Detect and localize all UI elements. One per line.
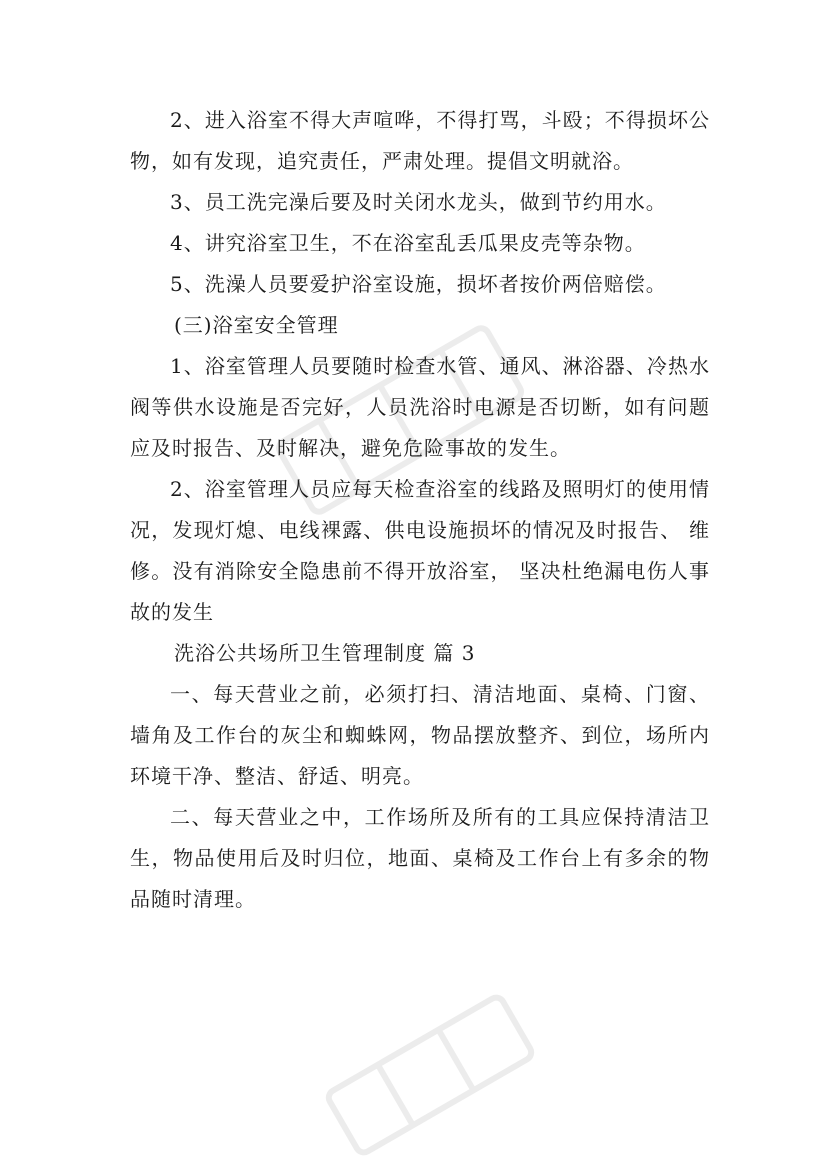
paragraph-safety-1: 1、浴室管理人员要随时检查水管、通风、淋浴器、冷热水阀等供水设施是否完好，人员洗浴时电源是否切断，如有问题应及时报告、及时解决，避免危险事故的发生。 (130, 354, 710, 460)
subheading-safety-management: (三)浴室安全管理 (174, 313, 339, 337)
paragraph-rule-5: 5、洗澡人员要爱护浴室设施，损坏者按价两倍赔偿。 (170, 272, 667, 296)
paragraph-rule-2: 2、进入浴室不得大声喧哗，不得打骂，斗殴；不得损坏公物，如有发现，追究责任，严肃处理。提倡文明就浴。 (130, 108, 710, 173)
document-body (130, 100, 710, 920)
paragraph-rule-4: 4、讲究浴室卫生，不在浴室乱丢瓜果皮壳等杂物。 (170, 231, 646, 255)
section-title: 洗浴公共场所卫生管理制度 篇 3 (174, 641, 476, 665)
paragraph-item-1: 一、每天营业之前，必须打扫、清洁地面、桌椅、门窗、墙角及工作台的灰尘和蜘蛛网，物品摆放整齐、到位，场所内环境干净、整洁、舒适、明亮。 (130, 682, 710, 788)
paragraph-safety-2: 2、浴室管理人员应每天检查浴室的线路及照明灯的使用情况，发现灯熄、电线裸露、供电设施损坏的情况及时报告、 维修。没有消除安全隐患前不得开放浴室， 坚决杜绝漏电伤人事故的发生 (130, 477, 710, 624)
watermark-logo-icon (300, 980, 560, 1170)
paragraph-rule-3: 3、员工洗完澡后要及时关闭水龙头，做到节约用水。 (170, 190, 667, 214)
paragraph-item-2: 二、每天营业之中，工作场所及所有的工具应保持清洁卫生，物品使用后及时归位，地面、桌椅及工作台上有多余的物品随时清理。 (130, 805, 710, 911)
